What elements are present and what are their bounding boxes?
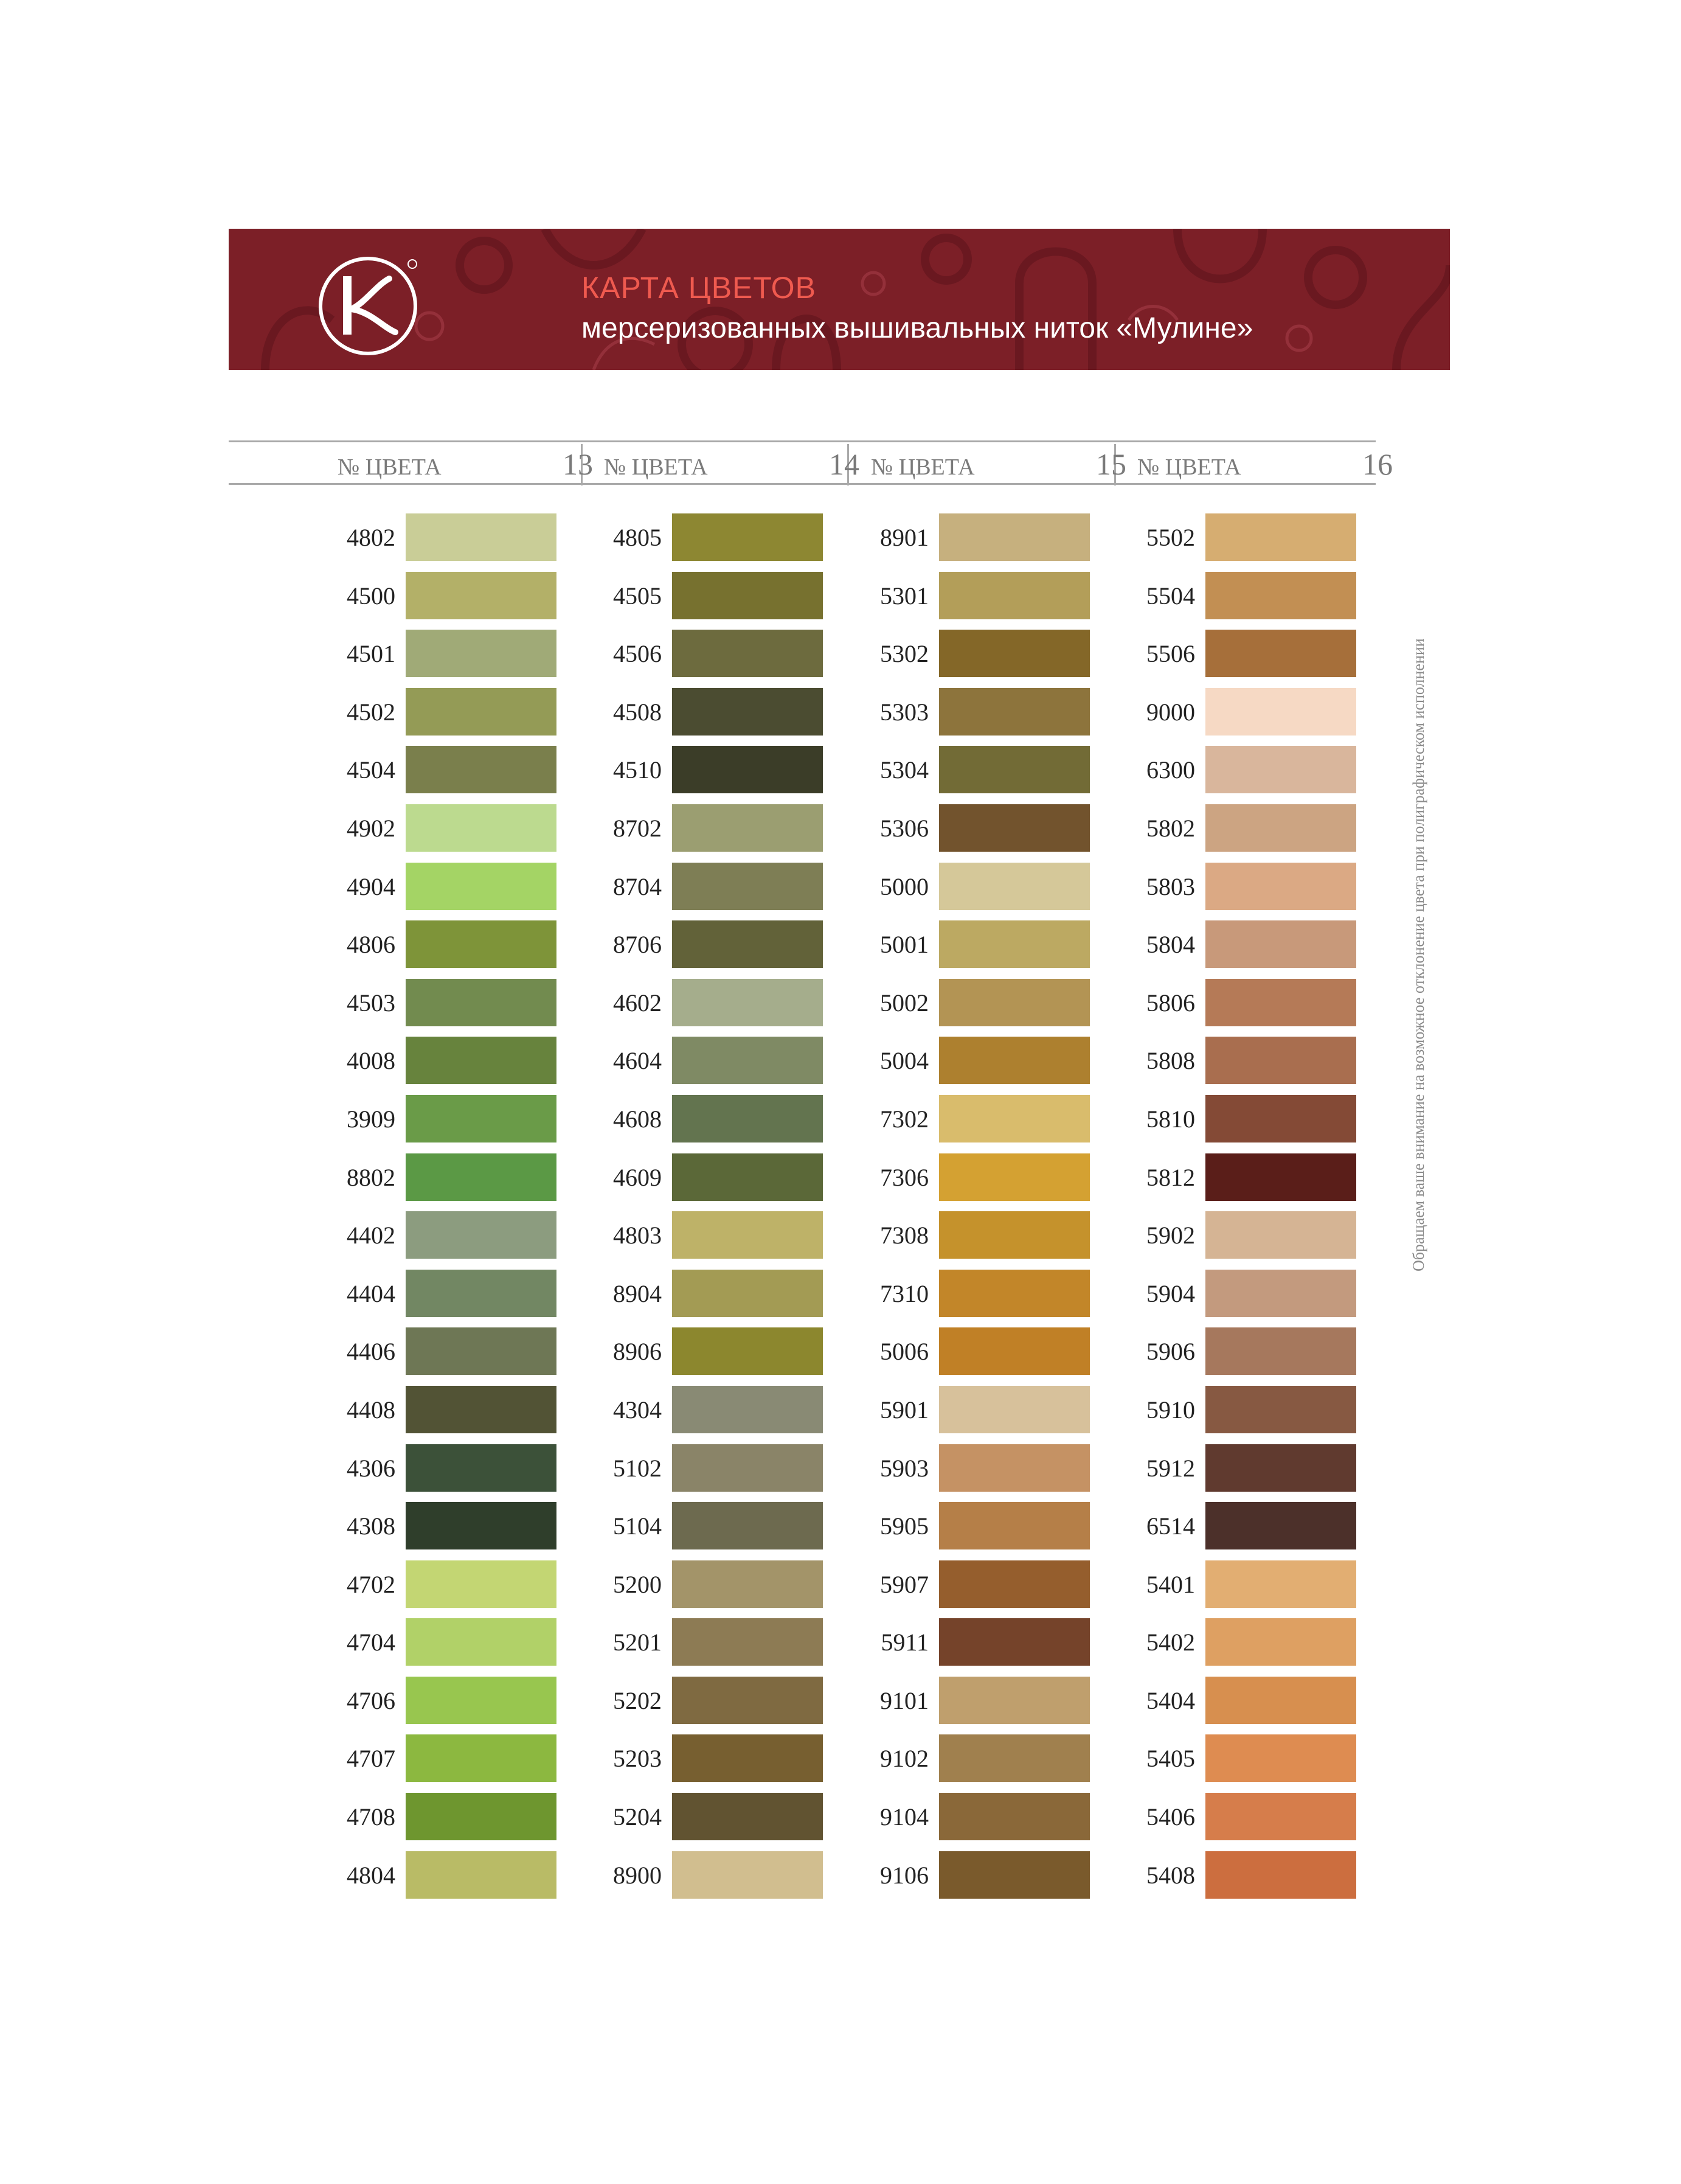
color-swatch: [939, 630, 1090, 677]
color-swatch: [672, 920, 823, 968]
color-swatch: [1205, 513, 1356, 561]
color-swatch: [406, 1734, 556, 1782]
color-code: 4902: [347, 814, 395, 842]
color-code: 7302: [880, 1105, 929, 1133]
color-code: 4501: [347, 640, 395, 668]
color-swatch: [939, 920, 1090, 968]
column-label: № ЦВЕТА: [338, 454, 442, 480]
color-swatch: [672, 1270, 823, 1317]
color-code: 4504: [347, 756, 395, 784]
color-swatch: [406, 920, 556, 968]
color-code: 9000: [1146, 698, 1195, 726]
color-swatch: [672, 1851, 823, 1899]
color-swatch: [939, 1793, 1090, 1840]
color-swatch: [939, 1502, 1090, 1549]
color-code: 5004: [880, 1047, 929, 1075]
color-swatch: [1205, 920, 1356, 968]
color-code: 5401: [1146, 1570, 1195, 1598]
color-swatch: [672, 1327, 823, 1375]
color-code: 3909: [347, 1105, 395, 1133]
color-code: 5302: [880, 640, 929, 668]
header-rule-bottom: [229, 483, 1376, 485]
color-swatch: [406, 1560, 556, 1608]
color-code: 4506: [613, 640, 662, 668]
color-swatch: [672, 572, 823, 619]
color-code: 4608: [613, 1105, 662, 1133]
color-swatch: [939, 979, 1090, 1026]
color-swatch: [939, 572, 1090, 619]
color-swatch: [406, 513, 556, 561]
color-swatch: [406, 1444, 556, 1492]
color-swatch: [939, 746, 1090, 793]
color-code: 5502: [1146, 524, 1195, 551]
color-code: 5202: [613, 1686, 662, 1714]
color-swatch: [672, 1037, 823, 1084]
color-swatch: [1205, 572, 1356, 619]
color-code: 5406: [1146, 1803, 1195, 1831]
color-swatch: [1205, 863, 1356, 910]
color-code: 5204: [613, 1803, 662, 1831]
color-code: 4609: [613, 1163, 662, 1191]
color-swatch: [1205, 1153, 1356, 1201]
color-swatch: [939, 863, 1090, 910]
header-rule-top: [229, 440, 1376, 442]
color-code: 5504: [1146, 582, 1195, 610]
color-swatch: [939, 1327, 1090, 1375]
color-swatch: [672, 1793, 823, 1840]
color-code: 9101: [880, 1686, 929, 1714]
color-code: 8802: [347, 1163, 395, 1191]
color-code: 5904: [1146, 1279, 1195, 1307]
color-code: 5304: [880, 756, 929, 784]
color-code: 5306: [880, 814, 929, 842]
color-code: 5402: [1146, 1629, 1195, 1657]
color-swatch: [406, 1153, 556, 1201]
color-code: 5405: [1146, 1745, 1195, 1773]
color-swatch: [672, 1618, 823, 1666]
color-swatch: [672, 804, 823, 852]
color-code: 5506: [1146, 640, 1195, 668]
color-swatch: [1205, 1211, 1356, 1259]
color-swatch: [672, 1211, 823, 1259]
column-label: № ЦВЕТА: [1137, 454, 1241, 480]
color-swatch: [939, 513, 1090, 561]
color-code: 5002: [880, 989, 929, 1017]
color-swatch: [406, 572, 556, 619]
color-code: 4402: [347, 1222, 395, 1250]
color-code: 5910: [1146, 1396, 1195, 1424]
color-code: 5902: [1146, 1222, 1195, 1250]
color-code: 7306: [880, 1163, 929, 1191]
color-code: 4904: [347, 872, 395, 900]
brand-logo: [316, 254, 420, 358]
color-code: 5905: [880, 1512, 929, 1540]
column-number: 15: [1096, 447, 1126, 481]
color-swatch: [672, 1095, 823, 1142]
color-code: 5408: [1146, 1861, 1195, 1889]
column-label: № ЦВЕТА: [871, 454, 975, 480]
color-swatch: [406, 1037, 556, 1084]
color-code: 5104: [613, 1512, 662, 1540]
color-code: 4503: [347, 989, 395, 1017]
color-code: 4706: [347, 1686, 395, 1714]
color-swatch: [939, 1037, 1090, 1084]
color-code: 4505: [613, 582, 662, 610]
color-code: 4604: [613, 1047, 662, 1075]
color-swatch: [672, 1444, 823, 1492]
column-number: 16: [1362, 447, 1393, 481]
color-code: 9104: [880, 1803, 929, 1831]
color-swatch: [939, 1734, 1090, 1782]
color-swatch: [406, 1270, 556, 1317]
color-code: 4510: [613, 756, 662, 784]
color-swatch: [1205, 1560, 1356, 1608]
color-code: 4805: [613, 524, 662, 551]
color-swatch: [406, 979, 556, 1026]
color-swatch: [939, 1386, 1090, 1433]
header-banner: [229, 229, 1450, 370]
color-swatch: [672, 1386, 823, 1433]
color-code: 4306: [347, 1454, 395, 1482]
color-code: 4803: [613, 1222, 662, 1250]
color-code: 4408: [347, 1396, 395, 1424]
color-swatch: [1205, 630, 1356, 677]
color-code: 5303: [880, 698, 929, 726]
color-swatch: [1205, 1734, 1356, 1782]
color-swatch: [672, 1502, 823, 1549]
column-header-13: [338, 447, 593, 483]
column-header-16: [1137, 447, 1393, 483]
color-swatch: [1205, 1095, 1356, 1142]
color-code: 6514: [1146, 1512, 1195, 1540]
color-code: 4707: [347, 1745, 395, 1773]
color-code: 9102: [880, 1745, 929, 1773]
color-swatch: [406, 1793, 556, 1840]
color-code: 5201: [613, 1629, 662, 1657]
color-swatch: [672, 1734, 823, 1782]
color-code: 4702: [347, 1570, 395, 1598]
color-swatch: [939, 1211, 1090, 1259]
color-code: 8704: [613, 872, 662, 900]
color-swatch: [939, 1560, 1090, 1608]
color-swatch: [672, 746, 823, 793]
color-code: 5808: [1146, 1047, 1195, 1075]
color-swatch: [406, 688, 556, 736]
color-swatch: [672, 1560, 823, 1608]
color-swatch: [1205, 688, 1356, 736]
color-code: 5912: [1146, 1454, 1195, 1482]
color-swatch: [939, 1851, 1090, 1899]
color-code: 5404: [1146, 1686, 1195, 1714]
color-code: 4508: [613, 698, 662, 726]
page-subtitle: мерсеризованных вышивальных ниток «Мулине»: [581, 312, 1253, 344]
color-swatch: [939, 1270, 1090, 1317]
page-title: КАРТА ЦВЕТОВ: [581, 271, 816, 305]
color-swatch: [939, 1095, 1090, 1142]
color-swatch: [1205, 979, 1356, 1026]
color-swatch: [672, 688, 823, 736]
color-swatch: [406, 863, 556, 910]
color-code: 5102: [613, 1454, 662, 1482]
color-swatch: [1205, 1502, 1356, 1549]
color-swatch: [1205, 1618, 1356, 1666]
column-header-15: [871, 447, 1126, 483]
color-code: 5000: [880, 872, 929, 900]
color-code: 4502: [347, 698, 395, 726]
color-swatch: [1205, 746, 1356, 793]
color-swatch: [406, 1327, 556, 1375]
color-swatch: [672, 979, 823, 1026]
color-swatch: [672, 630, 823, 677]
color-code: 5810: [1146, 1105, 1195, 1133]
color-swatch: [672, 863, 823, 910]
color-swatch: [939, 1444, 1090, 1492]
color-code: 4404: [347, 1279, 395, 1307]
color-code: 8901: [880, 524, 929, 551]
color-code: 4804: [347, 1861, 395, 1889]
color-code: 4304: [613, 1396, 662, 1424]
color-code: 8702: [613, 814, 662, 842]
color-swatch: [406, 1618, 556, 1666]
color-code: 8706: [613, 931, 662, 959]
color-code: 4602: [613, 989, 662, 1017]
color-code: 4802: [347, 524, 395, 551]
color-swatch: [939, 804, 1090, 852]
color-swatch: [1205, 1677, 1356, 1724]
color-code: 5907: [880, 1570, 929, 1598]
color-code: 5804: [1146, 931, 1195, 959]
color-code: 5203: [613, 1745, 662, 1773]
color-swatch: [672, 1677, 823, 1724]
color-code: 5901: [880, 1396, 929, 1424]
color-code: 4406: [347, 1338, 395, 1366]
color-code: 5906: [1146, 1338, 1195, 1366]
color-swatch: [939, 1677, 1090, 1724]
column-number: 14: [829, 447, 859, 481]
color-swatch: [406, 630, 556, 677]
color-code: 5802: [1146, 814, 1195, 842]
color-code: 4708: [347, 1803, 395, 1831]
color-swatch: [1205, 1851, 1356, 1899]
color-swatch: [406, 1095, 556, 1142]
color-swatch: [406, 1502, 556, 1549]
color-swatch: [1205, 804, 1356, 852]
color-code: 5006: [880, 1338, 929, 1366]
color-code: 4806: [347, 931, 395, 959]
color-swatch: [939, 1153, 1090, 1201]
color-swatch: [939, 1618, 1090, 1666]
color-swatch: [1205, 1270, 1356, 1317]
color-code: 4500: [347, 582, 395, 610]
color-swatch: [406, 1211, 556, 1259]
color-code: 5001: [880, 931, 929, 959]
color-code: 9106: [880, 1861, 929, 1889]
column-label: № ЦВЕТА: [604, 454, 708, 480]
color-code: 7310: [880, 1279, 929, 1307]
color-code: 4704: [347, 1629, 395, 1657]
color-swatch: [1205, 1386, 1356, 1433]
color-code: 5812: [1146, 1163, 1195, 1191]
color-code: 5911: [881, 1629, 929, 1657]
column-number: 13: [563, 447, 593, 481]
color-code: 7308: [880, 1222, 929, 1250]
color-code: 5803: [1146, 872, 1195, 900]
color-swatch: [672, 1153, 823, 1201]
color-code: 8900: [613, 1861, 662, 1889]
color-swatch: [1205, 1793, 1356, 1840]
color-code: 4308: [347, 1512, 395, 1540]
color-swatch: [1205, 1444, 1356, 1492]
color-code: 4008: [347, 1047, 395, 1075]
color-swatch: [406, 1386, 556, 1433]
color-swatch: [406, 1677, 556, 1724]
color-swatch: [672, 513, 823, 561]
column-header-14: [604, 447, 859, 483]
color-code: 5200: [613, 1570, 662, 1598]
color-swatch: [1205, 1037, 1356, 1084]
color-code: 8904: [613, 1279, 662, 1307]
color-code: 5806: [1146, 989, 1195, 1017]
color-swatch: [406, 746, 556, 793]
color-code: 5903: [880, 1454, 929, 1482]
color-swatch: [406, 1851, 556, 1899]
color-code: 8906: [613, 1338, 662, 1366]
print-disclaimer: Обращаем ваше внимание на возможное отклонение цвета при полиграфическом исполнении: [1410, 638, 1427, 1271]
color-swatch: [1205, 1327, 1356, 1375]
color-code: 5301: [880, 582, 929, 610]
color-swatch: [939, 688, 1090, 736]
color-code: 6300: [1146, 756, 1195, 784]
color-swatch: [406, 804, 556, 852]
